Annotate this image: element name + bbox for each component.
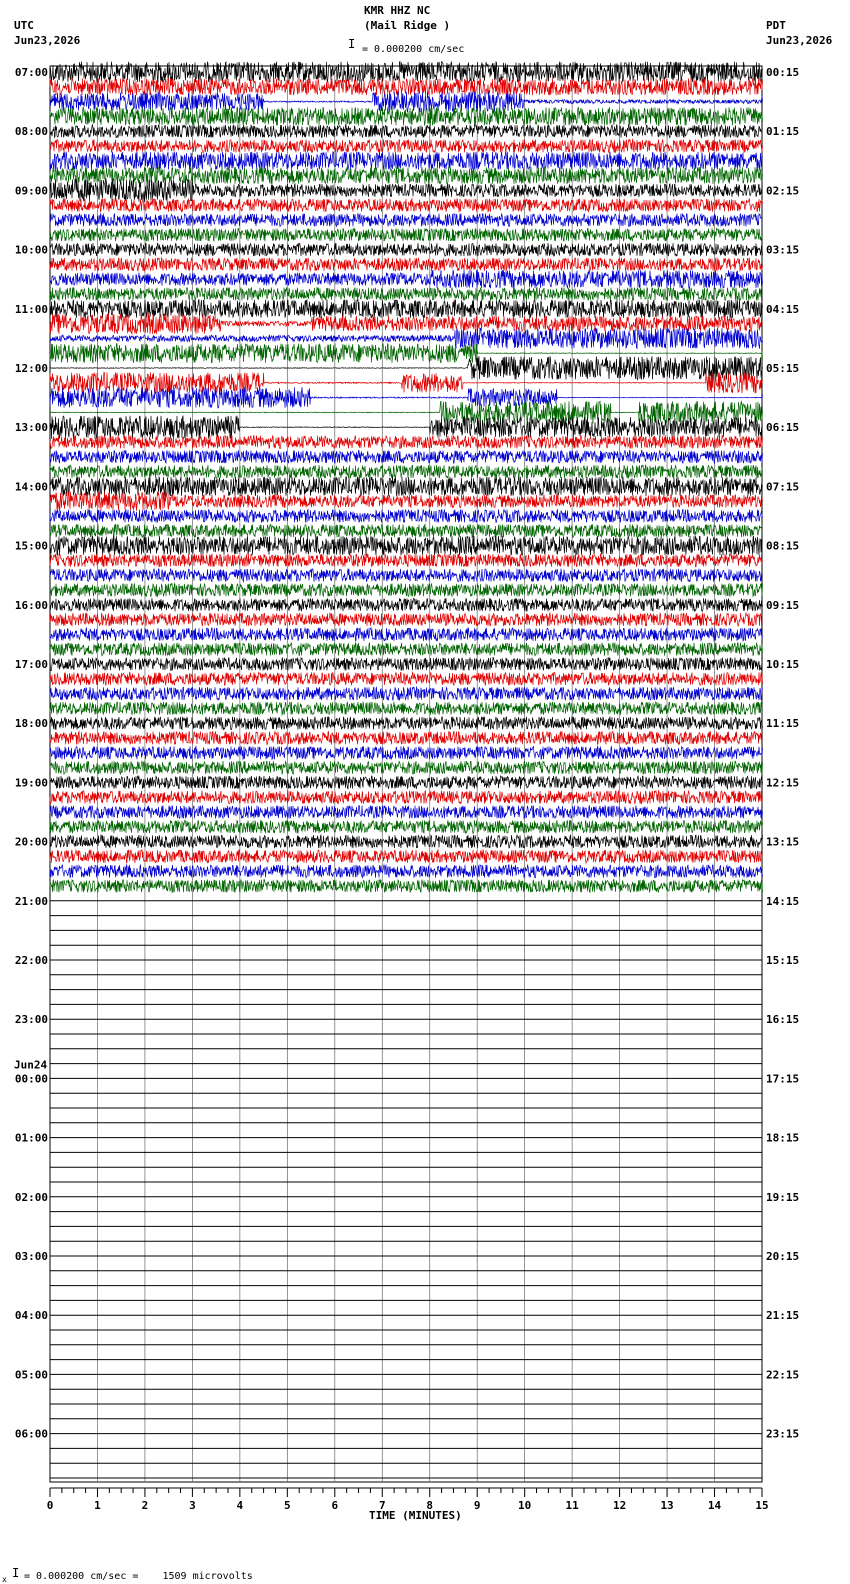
x-tick-label: 1 xyxy=(94,1499,101,1512)
station-title: KMR HHZ NC xyxy=(364,4,431,17)
seismic-trace xyxy=(50,300,763,318)
left-hour-label: 16:00 xyxy=(14,598,48,612)
left-date-change-label: Jun24 xyxy=(14,1058,48,1072)
x-tick-label: 15 xyxy=(755,1499,769,1512)
left-hour-label: 11:00 xyxy=(14,302,48,316)
right-hour-label: 23:15 xyxy=(766,1427,800,1441)
x-axis-label: TIME (MINUTES) xyxy=(369,1509,462,1522)
seismic-trace xyxy=(50,536,763,555)
seismic-trace xyxy=(50,465,763,478)
seismic-trace xyxy=(50,598,763,611)
seismic-trace xyxy=(50,850,763,863)
left-hour-label: 08:00 xyxy=(14,125,48,139)
right-hour-label: 22:15 xyxy=(766,1368,800,1382)
seismic-trace xyxy=(50,702,763,715)
footer-prefix: x xyxy=(2,1575,7,1584)
right-hour-label: 00:15 xyxy=(766,66,800,79)
seismic-trace xyxy=(50,140,763,153)
right-hour-label: 01:15 xyxy=(766,125,800,139)
seismic-trace xyxy=(50,554,763,567)
left-hour-label: 23:00 xyxy=(14,1013,48,1027)
right-hour-label: 03:15 xyxy=(766,243,800,257)
right-hour-label: 11:15 xyxy=(766,717,800,731)
right-hour-label: 13:15 xyxy=(766,835,800,849)
x-tick-label: 6 xyxy=(331,1499,339,1512)
left-hour-label: 17:00 xyxy=(14,658,48,671)
seismic-trace xyxy=(50,687,763,700)
left-hour-label: 18:00 xyxy=(14,717,48,731)
right-hour-label: 09:15 xyxy=(766,598,800,612)
left-hour-label: 20:00 xyxy=(14,835,48,849)
seismic-trace xyxy=(50,372,763,393)
right-hour-label: 10:15 xyxy=(766,658,800,671)
right-hour-label: 14:15 xyxy=(766,894,800,908)
seismic-trace xyxy=(50,658,763,671)
seismic-trace xyxy=(50,510,763,523)
x-tick-label: 2 xyxy=(141,1499,149,1512)
right-hour-label: 12:15 xyxy=(766,776,800,790)
right-hour-label: 17:15 xyxy=(766,1072,800,1086)
right-hour-label: 06:15 xyxy=(766,421,800,435)
left-hour-label: 02:00 xyxy=(14,1190,48,1204)
right-hour-label: 20:15 xyxy=(766,1250,800,1263)
right-hour-label: 04:15 xyxy=(766,302,800,316)
seismic-trace xyxy=(50,107,763,125)
x-tick-label: 7 xyxy=(378,1499,386,1512)
seismic-trace xyxy=(50,125,763,138)
seismic-trace xyxy=(50,228,763,241)
right-hour-label: 07:15 xyxy=(766,480,800,494)
station-location: (Mail Ridge ) xyxy=(364,19,451,32)
left-hour-label: 21:00 xyxy=(14,894,48,908)
left-hour-label: 22:00 xyxy=(14,954,48,967)
x-tick-label: 13 xyxy=(660,1499,674,1512)
right-timezone: PDT xyxy=(766,19,786,32)
seismic-trace xyxy=(50,613,763,626)
x-tick-label: 9 xyxy=(473,1499,481,1512)
right-hour-label: 21:15 xyxy=(766,1309,800,1323)
right-hour-label: 08:15 xyxy=(766,539,800,553)
seismic-trace xyxy=(50,288,763,301)
left-hour-label: 07:00 xyxy=(14,66,48,79)
seismic-trace xyxy=(50,152,763,170)
seismic-trace xyxy=(50,492,763,511)
left-hour-label: 00:00 xyxy=(14,1072,48,1086)
seismic-trace xyxy=(50,865,763,878)
x-tick-label: 5 xyxy=(284,1499,291,1512)
seismic-trace xyxy=(50,199,763,212)
left-hour-label: 13:00 xyxy=(14,421,48,435)
x-tick-label: 10 xyxy=(518,1499,532,1512)
left-hour-label: 14:00 xyxy=(14,480,48,494)
seismic-trace xyxy=(50,746,763,759)
x-tick-label: 4 xyxy=(236,1499,244,1512)
x-tick-label: 12 xyxy=(612,1499,627,1512)
seismic-trace xyxy=(50,569,763,582)
left-hour-label: 15:00 xyxy=(14,539,48,553)
seismic-trace xyxy=(50,243,763,256)
scale-bar-icon: I xyxy=(348,37,356,51)
x-tick-label: 0 xyxy=(46,1499,54,1512)
left-hour-label: 12:00 xyxy=(14,362,48,375)
seismic-trace xyxy=(50,672,763,685)
left-timezone: UTC xyxy=(14,19,34,32)
left-hour-label: 19:00 xyxy=(14,776,48,790)
x-tick-label: 3 xyxy=(189,1499,196,1512)
left-hour-label: 01:00 xyxy=(14,1131,48,1145)
seismic-trace xyxy=(50,732,763,745)
seismic-trace xyxy=(50,628,763,641)
footer-scale-icon: I xyxy=(12,1566,20,1580)
left-hour-label: 04:00 xyxy=(14,1309,48,1323)
right-hour-label: 18:15 xyxy=(766,1131,800,1145)
x-tick-label: 8 xyxy=(426,1499,434,1512)
seismic-trace xyxy=(50,643,763,656)
left-hour-label: 09:00 xyxy=(14,184,48,198)
seismic-trace xyxy=(50,214,763,227)
seismic-trace xyxy=(50,179,763,202)
seismic-trace xyxy=(50,450,763,463)
left-hour-label: 10:00 xyxy=(14,243,48,257)
seismic-trace xyxy=(50,258,763,271)
seismic-trace xyxy=(50,524,763,537)
right-hour-label: 15:15 xyxy=(766,954,800,967)
right-hour-label: 16:15 xyxy=(766,1013,800,1027)
seismic-trace xyxy=(50,835,763,848)
x-tick-label: 11 xyxy=(565,1499,579,1512)
left-hour-label: 06:00 xyxy=(14,1427,48,1441)
left-date: Jun23,2026 xyxy=(14,34,81,47)
scale-label: = 0.000200 cm/sec xyxy=(362,44,465,55)
seismic-trace xyxy=(50,270,763,288)
seismic-trace xyxy=(50,761,763,774)
footer-scale-label: = 0.000200 cm/sec = 1509 microvolts xyxy=(24,1571,253,1582)
seismic-trace xyxy=(50,806,763,819)
seismic-trace xyxy=(50,776,763,789)
right-date: Jun23,2026 xyxy=(766,34,833,47)
seismic-trace xyxy=(50,791,763,804)
seismic-trace xyxy=(50,820,763,833)
right-hour-label: 05:15 xyxy=(766,362,800,375)
seismic-trace xyxy=(50,91,763,112)
seismic-trace xyxy=(50,436,763,449)
right-hour-label: 19:15 xyxy=(766,1190,800,1204)
seismic-trace xyxy=(50,584,763,597)
left-hour-label: 05:00 xyxy=(14,1368,48,1382)
seismic-trace xyxy=(50,717,763,730)
left-hour-label: 03:00 xyxy=(14,1250,48,1263)
x-tick-label: 14 xyxy=(707,1499,722,1512)
seismic-trace xyxy=(50,477,763,496)
right-hour-label: 02:15 xyxy=(766,184,800,198)
seismic-trace xyxy=(50,880,763,893)
